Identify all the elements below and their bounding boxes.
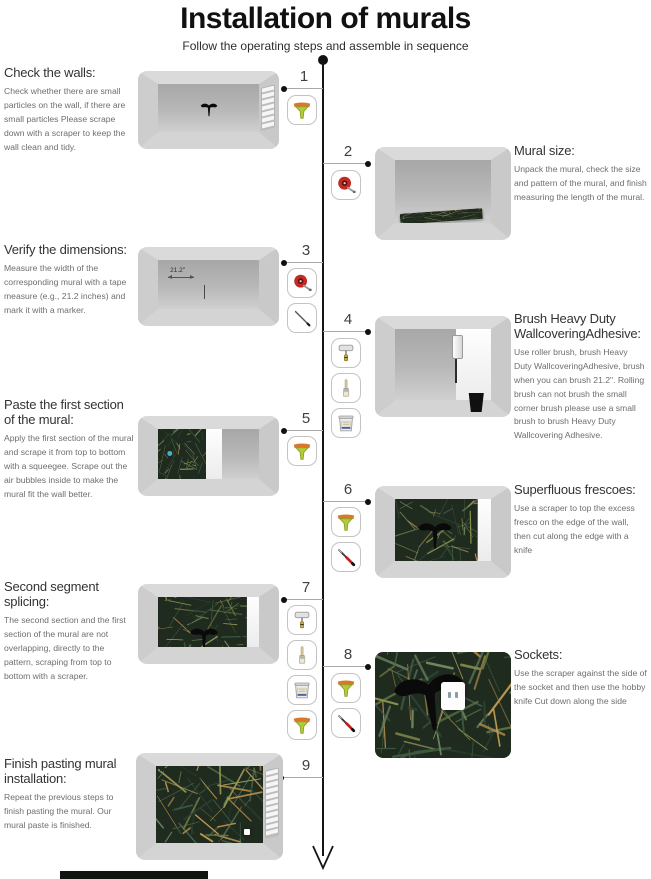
step-tool-icons	[331, 338, 361, 438]
room-back-wall	[158, 597, 259, 647]
room-back-wall	[395, 329, 491, 400]
step-description: Measure the width of the corresponding mural with a tape measure (e.g., 21.2 inches) and mark it with a marker.	[4, 262, 127, 315]
step-connector-line	[283, 599, 323, 600]
step-tool-icons	[331, 170, 361, 200]
step-illustration	[375, 147, 511, 240]
room-back-wall	[156, 766, 263, 843]
tape-measure-icon	[287, 268, 317, 298]
step-text-block	[514, 648, 647, 709]
ladder	[261, 84, 275, 131]
step-description: Use a scraper to top the excess fresco on the edge of the wall, then cut along the edge with a knife	[514, 502, 635, 555]
timeline-arrow-icon	[310, 840, 336, 870]
squeegee-glyph-icon	[200, 102, 218, 117]
step-illustration	[138, 71, 279, 149]
header	[0, 0, 651, 53]
step-number: 2	[343, 143, 353, 160]
mural-backing	[247, 597, 259, 647]
step-heading: Paste the first section of the mural:	[4, 397, 124, 427]
page-title: Installation of murals	[180, 2, 471, 35]
step-illustration	[138, 584, 279, 664]
step-text-block	[514, 144, 647, 205]
connector-dot	[281, 86, 287, 92]
step-tool-icons	[331, 673, 361, 738]
step-description: Apply the first section of the mural and scrape it from top to bottom with a squeegee. Scrape out the air bubbles inside to make the mural fit the wall better.	[4, 432, 134, 499]
room-back-wall	[395, 160, 491, 223]
dimension-label: 21.2"	[170, 266, 186, 274]
wall-socket	[441, 682, 465, 710]
step-number: 4	[343, 311, 353, 328]
step-connector-line	[323, 501, 369, 502]
adhesive-bucket-icon	[331, 408, 361, 438]
adhesive-bucket	[467, 393, 485, 412]
step-heading: Brush Heavy Duty WallcoveringAdhesive:	[514, 311, 641, 341]
room-illustration	[138, 247, 279, 326]
step-description: Repeat the previous steps to finish pasting the mural. Our mural paste is finished.	[4, 791, 114, 830]
step-heading: Finish pasting mural installation:	[4, 756, 117, 786]
marker-mark	[204, 285, 205, 299]
room-illustration	[375, 486, 511, 578]
adhesive-bucket-icon	[287, 675, 317, 705]
mural-leaf-pattern	[158, 429, 206, 479]
step-number: 1	[299, 68, 309, 85]
step-tool-icons	[287, 436, 317, 466]
step-description: Unpack the mural, check the size and pattern of the mural, and finish measuring the length of the mural.	[514, 163, 647, 202]
step-text-block	[4, 243, 134, 318]
step-heading: Superfluous frescoes:	[514, 482, 636, 497]
small-brush-icon	[287, 640, 317, 670]
step-connector-line	[323, 331, 369, 332]
tape-measure-icon	[331, 170, 361, 200]
page-subtitle: Follow the operating steps and assemble in sequence	[182, 39, 469, 53]
step-connector-line	[323, 666, 369, 667]
roller	[452, 335, 463, 359]
step-text-block	[4, 398, 134, 501]
mural-backing	[206, 429, 221, 479]
room-illustration	[138, 71, 279, 149]
step-connector-line	[283, 430, 323, 431]
connector-dot	[365, 664, 371, 670]
step-connector-line	[323, 163, 369, 164]
roller-brush-icon	[287, 605, 317, 635]
squeegee-glyph-icon	[417, 520, 453, 551]
connector-dot	[365, 499, 371, 505]
timeline-line	[322, 60, 324, 856]
step-connector-line	[280, 777, 323, 778]
step-connector-line	[283, 88, 323, 89]
squeegee-glyph-icon	[189, 626, 219, 648]
room-back-wall	[158, 84, 259, 132]
step-heading: Verify the dimensions:	[4, 242, 127, 257]
step-heading: Mural size:	[514, 143, 575, 158]
step-text-block	[4, 66, 134, 155]
step-number: 7	[301, 579, 311, 596]
connector-dot	[281, 260, 287, 266]
small-brush-icon	[331, 373, 361, 403]
room-illustration	[138, 584, 279, 664]
step-tool-icons	[287, 95, 317, 125]
room-illustration	[136, 753, 283, 860]
mural-section	[156, 766, 263, 843]
ladder	[265, 767, 279, 839]
step-heading: Second segment splicing:	[4, 579, 99, 609]
step-illustration	[375, 486, 511, 578]
step-number: 8	[343, 646, 353, 663]
step-number: 3	[301, 242, 311, 259]
knife-icon	[331, 542, 361, 572]
step-heading: Check the walls:	[4, 65, 96, 80]
step-description: Use roller brush, brush Heavy Duty WallcoveringAdhesive, brush when you can brush 21.2". Rolling brush can not brush the small corner brush please use a small brush to brush Heavy Duty Wallcovering Adhesive.	[514, 346, 645, 441]
squeegee-icon	[331, 673, 361, 703]
mural-leaf-pattern	[400, 208, 483, 223]
connector-dot	[365, 329, 371, 335]
step-connector-line	[283, 262, 323, 263]
connector-dot	[281, 428, 287, 434]
step-illustration	[136, 753, 283, 860]
step-text-block	[4, 580, 134, 683]
room-illustration	[375, 316, 511, 417]
step-tool-icons	[287, 268, 317, 333]
room-illustration	[375, 147, 511, 240]
step-text-block	[514, 483, 647, 558]
mural-closeup	[375, 652, 511, 758]
step-description: Check whether there are small particles on the wall, if there are small particles Please scrape down with a scraper to keep the wall clean and tidy.	[4, 85, 126, 152]
step-description: Use the scraper against the side of the socket and then use the hobby knife Cut down along the side	[514, 667, 647, 706]
marker-icon	[287, 303, 317, 333]
step-text-block	[514, 312, 647, 443]
step-number: 5	[301, 410, 311, 427]
roller-brush-icon	[331, 338, 361, 368]
room-illustration	[138, 416, 279, 496]
room-back-wall	[395, 499, 491, 561]
step-tool-icons	[331, 507, 361, 572]
step-text-block	[4, 757, 134, 833]
mural-backing	[478, 499, 491, 561]
step-number: 6	[343, 481, 353, 498]
wall-socket	[244, 829, 250, 835]
squeegee-icon	[287, 710, 317, 740]
connector-dot	[281, 597, 287, 603]
dimension-arrow	[168, 277, 194, 278]
step-number: 9	[301, 757, 311, 774]
connector-dot	[365, 161, 371, 167]
step-tool-icons	[287, 605, 317, 740]
squeegee-icon	[331, 507, 361, 537]
cropped-image-strip	[60, 871, 208, 879]
step-illustration	[138, 416, 279, 496]
room-back-wall	[158, 429, 259, 479]
step-illustration	[375, 316, 511, 417]
step-heading: Sockets:	[514, 647, 563, 662]
step-illustration	[138, 247, 279, 326]
knife-icon	[331, 708, 361, 738]
squeegee-icon	[287, 436, 317, 466]
squeegee-icon	[287, 95, 317, 125]
mural-roll	[400, 208, 483, 223]
room-back-wall	[158, 260, 259, 309]
mural-section	[158, 429, 206, 479]
step-description: The second section and the first section of the mural are not overlapping, directly to the pattern, scraping from top to bottom with a scraper.	[4, 614, 126, 681]
